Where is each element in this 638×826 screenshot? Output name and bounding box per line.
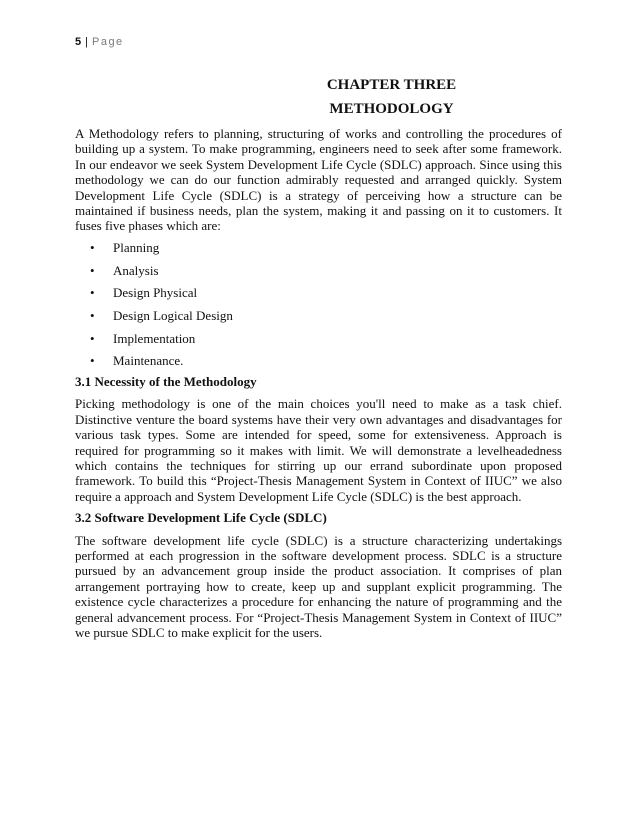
- section-heading: 3.2 Software Development Life Cycle (SDLC): [75, 510, 327, 526]
- phase-label: Implementation: [113, 330, 196, 346]
- list-item: [75, 308, 562, 331]
- list-item: [75, 353, 562, 376]
- phase-label: Analysis: [113, 262, 159, 278]
- phase-list: [75, 240, 562, 376]
- list-item: [75, 263, 562, 286]
- page-number: 5: [75, 36, 82, 48]
- intro-paragraph: A Methodology refers to planning, structuring of works and controlling the procedures of building up a system. To make programming, engineers need to seek after some framework. In our endeavor we seek System Development Life Cycle (SDLC) approach. Since using this methodology we can do our function admirably requested and arranged quickly. System Development Life Cycle (SDLC) is a strategy of perceiving how a structure can be maintained if business needs, plan the system, making it and passing on it to customers. It fuses five phases which are:: [75, 126, 562, 234]
- phase-label: Maintenance.: [113, 353, 184, 369]
- bullet-icon: •: [90, 285, 95, 301]
- section-paragraph: The software development life cycle (SDLC) is a structure characterizing undertakings performed at each progression in the software development process. SDLC is a structure pursued by an advancement group inside the product association. It comprises of plan arrangement portraying how to create, keep up and supplant explicit programming. The existence cycle characterizes a procedure for enhancing the nature of programming and the general advancement process. For “Project-Thesis Management System in Context of IIUC” we pursue SDLC to make explicit for the users.: [75, 532, 562, 641]
- phase-label: Planning: [113, 239, 160, 255]
- chapter-subtitle: METHODOLOGY: [329, 101, 454, 117]
- chapter-title: CHAPTER THREE: [326, 77, 457, 93]
- list-item: [75, 240, 562, 263]
- page-word: Page: [91, 36, 124, 48]
- page-separator: |: [85, 36, 88, 48]
- phase-label: Design Physical: [113, 285, 198, 301]
- bullet-icon: •: [90, 262, 95, 278]
- page-header: [75, 36, 124, 48]
- section-paragraph: Picking methodology is one of the main choices you'll need to make as a task chief. Distinctive venture the board systems have their very own advantages and disadvantages for various task types. Some are intended for speed, some for extensiveness. Approach is required for programming so it makes with limit. We will demonstrate a levelheadedness which contains the techniques for stirring up our errand subordinate upon proposed framework. To build this “Project-Thesis Management System in Context of IIUC” we also require a approach and System Development Life Cycle (SDLC) is the best approach.: [75, 396, 562, 504]
- bullet-icon: •: [90, 330, 95, 346]
- document-body: [75, 74, 562, 640]
- bullet-icon: •: [90, 353, 95, 369]
- list-item: [75, 331, 562, 354]
- section-necessity: [75, 374, 562, 504]
- list-item: [75, 285, 562, 308]
- bullet-icon: •: [90, 307, 95, 323]
- phase-label: Design Logical Design: [113, 307, 233, 323]
- section-sdlc: [75, 510, 562, 640]
- section-heading: 3.1 Necessity of the Methodology: [75, 373, 257, 389]
- bullet-icon: •: [90, 239, 95, 255]
